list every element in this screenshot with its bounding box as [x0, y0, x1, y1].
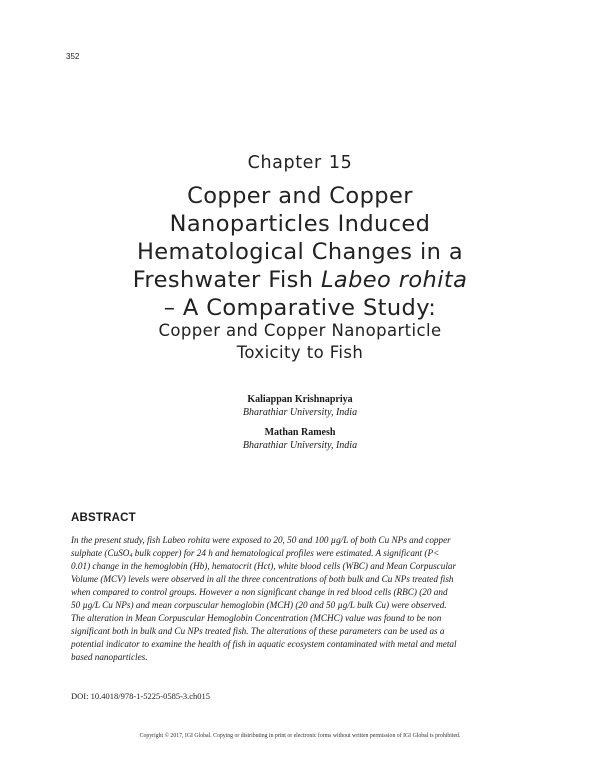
abstract-line [71, 547, 531, 560]
subscript: 4 [129, 553, 133, 559]
title-line-5: – A Comparative Study: [163, 295, 437, 321]
abstract-text: sulphate (CuSO [71, 548, 130, 558]
author-block [0, 426, 600, 452]
copyright-notice: Copyright © 2017, IGI Global. Copying or distributing in print or electronic forms without written permission of IGI Global is prohibited. [139, 733, 461, 739]
author-affiliation: Bharathiar University, India [242, 407, 358, 418]
abstract-line: when compared to control groups. However a non significant change in red blood cells (RBC) (20 and [71, 587, 448, 597]
title-line-1: Copper and Copper [187, 183, 413, 209]
abstract-line: potential indicator to examine the health of fish in aquatic ecosystem contaminated with metal and metal [71, 639, 457, 649]
abstract-body [71, 534, 531, 664]
abstract-line: The alteration in Mean Corpuscular Hemoglobin Concentration (MCHC) value was found to be non [71, 613, 442, 623]
author-name: Mathan Ramesh [264, 427, 336, 438]
author-name: Kaliappan Krishnapriya [247, 394, 353, 405]
chapter-title [60, 182, 540, 322]
species-name: Labeo rohita [320, 267, 468, 293]
subtitle-line-2: Toxicity to Fish [236, 343, 364, 362]
chapter-subtitle [60, 320, 540, 364]
title-line-4-prefix: Freshwater Fish [132, 267, 321, 293]
abstract-text: bulk copper) for 24 h and hematological profiles were estimated. A significant (P< [132, 548, 440, 558]
chapter-number: 15 [328, 153, 353, 173]
abstract-line: 0.01) change in the hemoglobin (Hb), hematocrit (Hct), white blood cells (WBC) and Mean Corpuscular [71, 561, 457, 571]
chapter-label [0, 153, 600, 173]
abstract-line: In the present study, fish Labeo rohita were exposed to 20, 50 and 100 µg/L of both Cu NPs and copper [71, 535, 451, 545]
chapter-word: Chapter [247, 153, 322, 173]
abstract-line: based nanoparticles. [71, 652, 148, 662]
doi: DOI: 10.4018/978-1-5225-0585-3.ch015 [71, 691, 211, 701]
abstract-heading: ABSTRACT [71, 512, 136, 524]
page-number: 352 [66, 52, 80, 61]
subtitle-line-1: Copper and Copper Nanoparticle [158, 321, 442, 340]
author-block [0, 393, 600, 419]
title-line-4 [60, 266, 540, 294]
title-line-3: Hematological Changes in a [136, 239, 464, 265]
author-affiliation: Bharathiar University, India [242, 440, 358, 451]
abstract-line: significant both in bulk and Cu NPs treated fish. The alterations of these parameters can be used as a [71, 626, 445, 636]
abstract-line: 50 µg/L Cu NPs) and mean corpuscular hemoglobin (MCH) (20 and 50 µg/L bulk Cu) were observed. [71, 600, 447, 610]
abstract-line: Volume (MCV) levels were observed in all the three concentrations of both bulk and Cu NPs treated fish [71, 574, 454, 584]
title-line-2: Nanoparticles Induced [169, 211, 431, 237]
